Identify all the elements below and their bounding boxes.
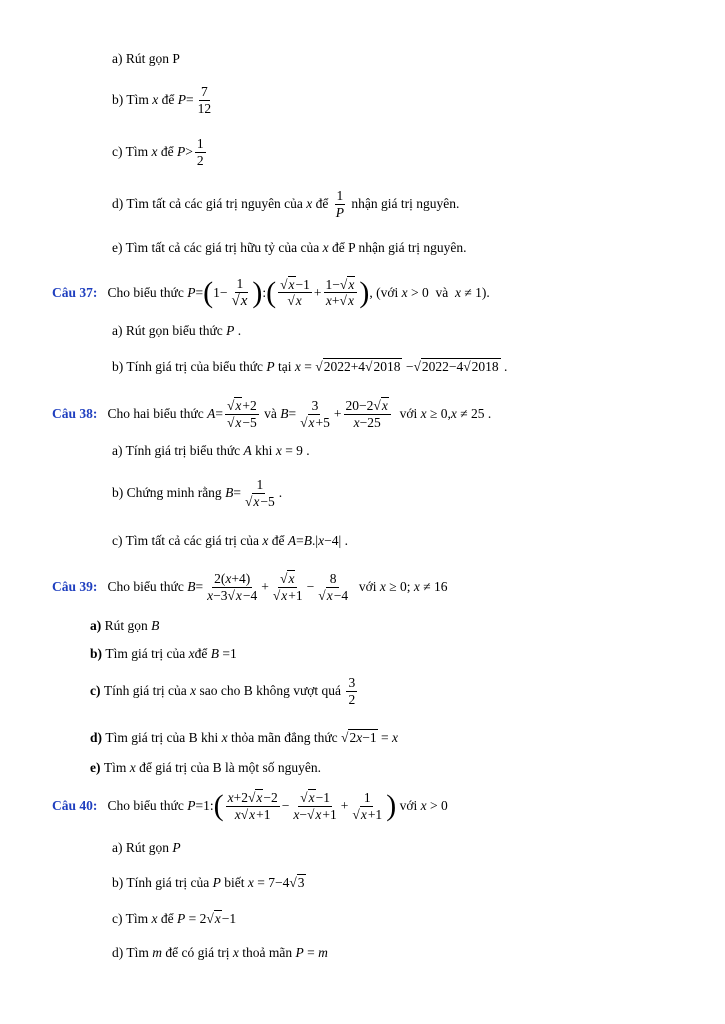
q40-d: d) Tìm m để có giá trị x thoả mãn P = m: [112, 945, 328, 960]
question-label: Câu 38:: [52, 406, 98, 422]
q38-a: a) Tính giá trị biểu thức A khi x = 9 .: [112, 443, 310, 458]
q39-b: b) Tìm giá trị của x để B =1: [90, 646, 237, 661]
item-a: a) Rút gọn P: [112, 51, 180, 66]
q37-b: b) Tính giá trị của biểu thức P tại x = √ 2022+4√2018 −√ 2022−4√2018 .: [112, 358, 508, 374]
fraction: $\frac{7}{12}$: [197, 84, 212, 116]
question-39: Câu 39: Cho biểu thức B = $\frac{2(x+4)}{x-3√x-4}$ + $\frac{√x}{√x+1}$ − $\frac{8}{√x-4}$ với x ≥ 0; x ≠ 16: [52, 571, 448, 603]
question-38: Câu 38: Cho hai biểu thức A = $\frac{√x+2}{√x-5}$ và B = $\frac{3}{√x+5}$ + $\frac{20-2√x}{x-25}$ với x ≥ 0, x ≠ 25 .: [52, 398, 492, 430]
q39-e: e) Tìm x để giá trị của B là một số nguyên.: [90, 760, 321, 775]
q40-b: b) Tính giá trị của P biết x = 7−4√ 3: [112, 874, 305, 890]
question-40: Câu 40: Cho biểu thức P =1: ( $\frac{x+2√x-2}{x√x+1}$ − $\frac{√x-1}{x-√x+1}$ + $\frac{1}{√x+1}$ ) với x > 0: [52, 789, 448, 823]
q38-b: b) Chứng minh rằng B = $\frac{1}{√x-5}$ .: [112, 477, 283, 509]
fraction: $\frac{1}{2}$: [196, 136, 204, 168]
question-37: Câu 37: Cho biểu thức P = ( 1− $\frac{1}{√x}$ ) : ( $\frac{√x-1}{√x}$ + $\frac{1-√x}{x+√x}$ ) , (với x > 0 và x ≠ 1).: [52, 275, 490, 309]
q39-d: d) Tìm giá trị của B khi x thỏa mãn đẳng thức √ 2x−1 = x: [90, 729, 398, 745]
question-label: Câu 40:: [52, 798, 98, 814]
q39-a: a) Rút gọn B: [90, 618, 160, 633]
item-b: b) Tìm x để P = $\frac{7}{12}$: [112, 84, 212, 116]
item-e: e) Tìm tất cả các giá trị hữu tỷ của của x để P nhận giá trị nguyên.: [112, 240, 467, 255]
q37-a: a) Rút gọn biểu thức P .: [112, 323, 242, 338]
q39-c: c) Tính giá trị của x sao cho B không vượt quá $\frac{3}{2}$: [90, 675, 356, 707]
q38-c: c) Tìm tất cả các giá trị của x để A = B .| x −4| .: [112, 533, 348, 548]
question-label: Câu 39:: [52, 579, 98, 595]
item-c: c) Tìm x để P > $\frac{1}{2}$: [112, 136, 204, 168]
fraction: $\frac{1}{P}$: [335, 188, 345, 220]
item-d: d) Tìm tất cả các giá trị nguyên của x để $\frac{1}{P}$ nhận giá trị nguyên.: [112, 188, 460, 220]
q40-a: a) Rút gọn P: [112, 840, 181, 855]
q40-c: c) Tìm x để P = 2√ x −1: [112, 910, 237, 926]
question-label: Câu 37:: [52, 284, 98, 300]
